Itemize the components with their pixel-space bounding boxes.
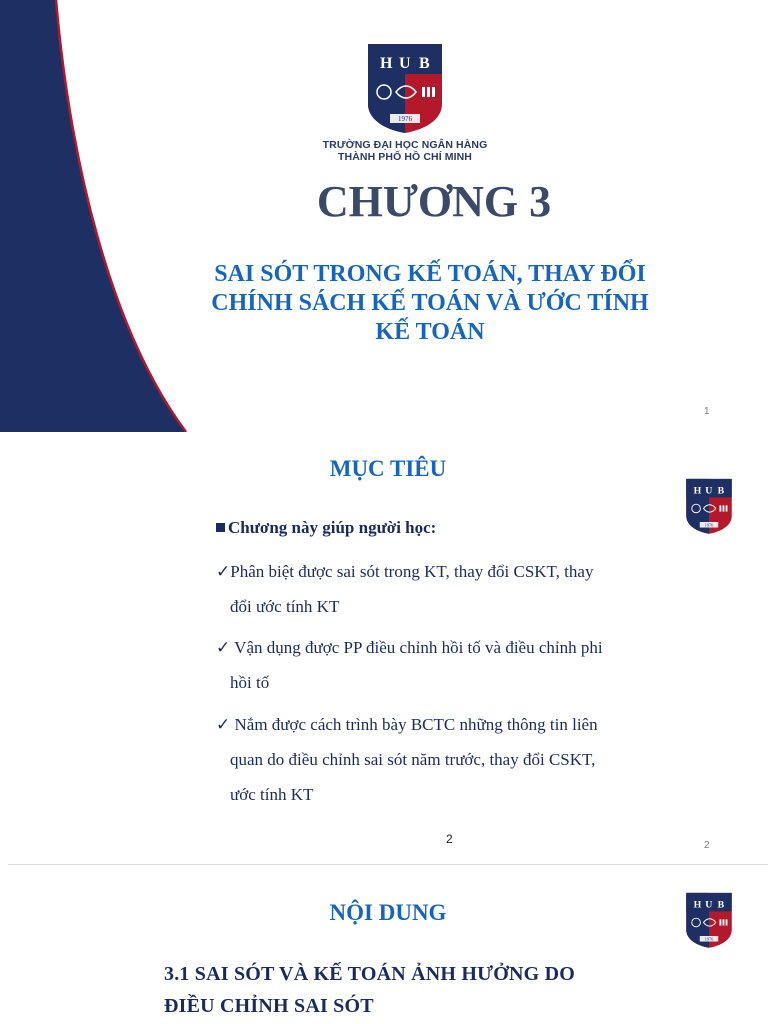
objective-item-3 <box>216 707 666 812</box>
objective-item-2 <box>216 630 666 700</box>
page-number: 2 <box>704 840 710 851</box>
square-bullet-icon <box>216 523 225 532</box>
section-title <box>164 958 644 1022</box>
logo-letter-h: H <box>693 899 702 911</box>
contents-heading: NỘI DUNG <box>329 900 447 925</box>
page-number: 1 <box>704 406 710 417</box>
section-title-line1: 3.1 SAI SÓT VÀ KẾ TOÁN ẢNH HƯỞNG DO <box>164 963 575 985</box>
university-name-line2: THÀNH PHỐ HỒ CHÍ MINH <box>338 151 472 163</box>
hub-logo-icon <box>366 42 444 134</box>
objective-3-line2: quan do điều chỉnh sai sót năm trước, thay đổi CSKT, <box>230 750 596 769</box>
objective-1-line2: đổi ước tính KT <box>230 597 340 616</box>
objectives-slide <box>0 434 768 864</box>
section-title-line2: ĐIỀU CHỈNH SAI SÓT <box>164 995 374 1017</box>
objective-3-line3: ước tính KT <box>230 785 314 804</box>
subtitle-line1: SAI SÓT TRONG KẾ TOÁN, THAY ĐỔI <box>214 261 646 287</box>
objectives-heading: MỤC TIÊU <box>329 456 447 481</box>
contents-slide <box>0 866 768 1024</box>
hub-logo-small-icon <box>685 888 733 952</box>
logo-letter-h: H <box>693 485 702 497</box>
university-name-line1: TRƯỜNG ĐẠI HỌC NGÂN HÀNG <box>322 139 488 151</box>
chapter-title: CHƯƠNG 3 <box>316 177 552 226</box>
logo-letter-u: U <box>705 899 713 911</box>
objectives-intro <box>216 518 436 538</box>
logo-letter-b: B <box>717 485 725 497</box>
logo-letter-u: U <box>399 55 411 72</box>
objective-item-1 <box>216 554 666 624</box>
intro-text: Chương này giúp người học: <box>228 518 437 537</box>
title-slide <box>0 0 768 432</box>
objective-2-line1: ✓ Vận dụng được PP điều chỉnh hồi tố và điều chỉnh phi <box>216 638 603 657</box>
logo-letter-u: U <box>705 485 713 497</box>
objective-2-line2: hồi tố <box>230 673 270 692</box>
inner-page-number: 2 <box>446 832 453 846</box>
objective-1-line1: ✓Phân biệt được sai sót trong KT, thay đổi CSKT, thay <box>216 562 594 581</box>
logo-year: 1976 <box>704 522 714 528</box>
logo-year: 1976 <box>398 115 412 123</box>
subtitle-line3: KẾ TOÁN <box>375 319 485 345</box>
logo-letter-h: H <box>380 55 393 72</box>
slide-divider <box>8 864 768 865</box>
chapter-subtitle <box>175 260 685 347</box>
subtitle-line2: CHÍNH SÁCH KẾ TOÁN VÀ ƯỚC TÍNH <box>211 290 649 316</box>
logo-year: 1976 <box>704 936 714 942</box>
hub-logo-small-icon <box>685 474 733 538</box>
logo-letter-b: B <box>419 55 430 72</box>
logo-letter-b: B <box>717 899 725 911</box>
objective-3-line1: ✓ Nắm được cách trình bày BCTC những thông tin liên <box>216 715 598 734</box>
